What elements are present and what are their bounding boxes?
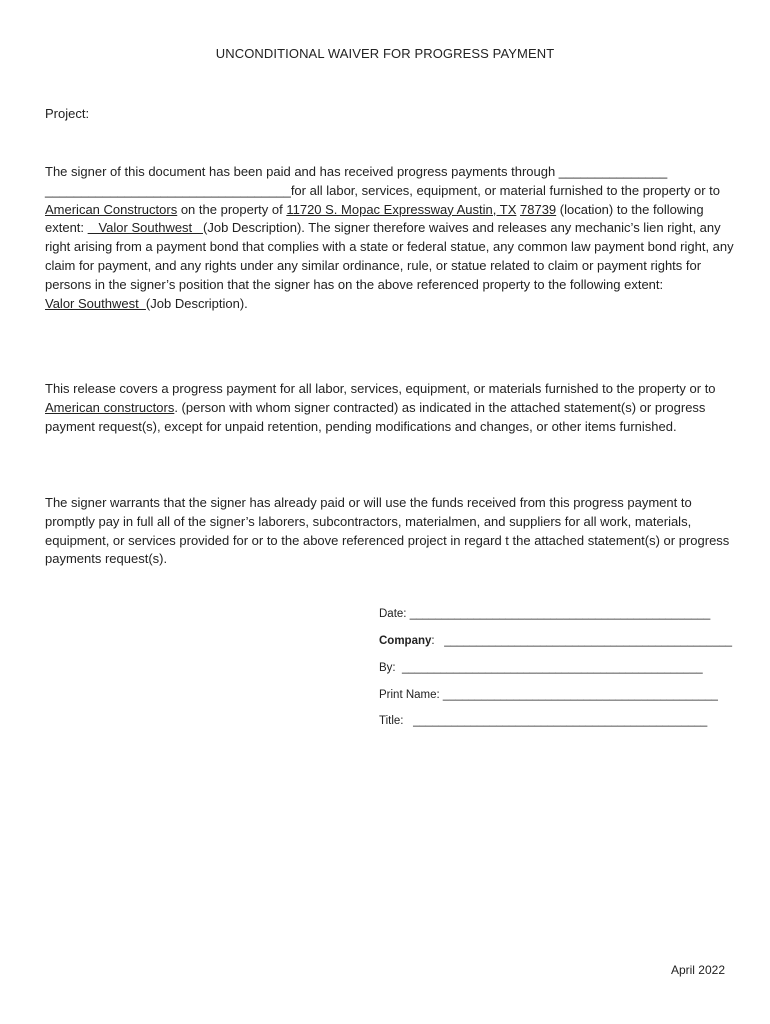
paragraph1-line1: The signer of this document has been paid and has received progress payments through _______________ xyxy=(45,164,668,179)
date-label: Date: xyxy=(379,608,407,620)
company-colon: : xyxy=(431,635,435,647)
paragraph1-text-c: (location) to the following extent: xyxy=(45,201,704,236)
document-title: UNCONDITIONAL WAIVER FOR PROGRESS PAYMENT xyxy=(215,46,555,61)
paragraph-payment-waiver xyxy=(45,163,735,313)
contractor-name: American constructors xyxy=(45,399,175,415)
by-field[interactable] xyxy=(379,662,703,674)
property-address: 11720 S. Mopac Expressway Austin, TX xyxy=(286,201,517,217)
company-name: American Constructors xyxy=(45,201,178,217)
print-name-line[interactable]: ___________________________________________ xyxy=(442,689,718,701)
paragraph1-text-d: (Job Description). The signer therefore waives and releases any mechanic’s lien right, any right arising from a payment bond that complies with a state or federal statue, any common law payment bond right, any claim for payment, and any rights under any similar ordinance, rule, or statue related to claim or payment rights for persons in the signer’s position that the signer has on the above referenced property to the following extent: xyxy=(45,220,734,292)
title-line[interactable]: ______________________________________________ xyxy=(413,715,708,727)
date-field[interactable] xyxy=(379,608,710,620)
paragraph1-text-e: (Job Description). xyxy=(145,295,248,311)
title-field[interactable] xyxy=(379,715,707,727)
zip-code: 78739 xyxy=(520,201,557,217)
job-description-1: Valor Southwest xyxy=(87,220,204,236)
print-name-label: Print Name: xyxy=(379,689,440,701)
paragraph-release-coverage xyxy=(45,380,735,436)
paragraph1-text-b: on the property of xyxy=(177,201,287,217)
company-line[interactable]: _____________________________________________ xyxy=(444,635,733,647)
company-field[interactable] xyxy=(379,635,732,647)
by-label: By: xyxy=(379,662,396,674)
by-line[interactable]: _______________________________________________ xyxy=(402,662,703,674)
print-name-field[interactable] xyxy=(379,689,718,701)
project-label: Project: xyxy=(45,106,90,121)
date-line[interactable]: _______________________________________________ xyxy=(409,608,711,620)
paragraph2-text-b: . (person with whom signer contracted) as indicated in the attached statement(s) or progress payment request(s), except for unpaid retention, pending modifications and changes, or other items furnished. xyxy=(45,399,706,434)
title-label: Title: xyxy=(379,715,404,727)
paragraph2-text-a: This release covers a progress payment for all labor, services, equipment, or materials furnished to the property or to xyxy=(45,381,716,396)
company-label: Company xyxy=(379,635,432,647)
job-description-2: Valor Southwest xyxy=(45,295,146,311)
footer-date: April 2022 xyxy=(670,963,725,977)
paragraph-signer-warranty: The signer warrants that the signer has already paid or will use the funds received from this progress payment to promptly pay in full all of the signer’s laborers, subcontractors, materialmen, and suppliers for all work, materials, equipment, or services provided for or to the above referenced project in regard t the attached statement(s) or progress payments request(s). xyxy=(45,495,730,567)
paragraph1-text-a: __________________________________for all labor, services, equipment, or material furnished to the property or to xyxy=(45,182,721,198)
